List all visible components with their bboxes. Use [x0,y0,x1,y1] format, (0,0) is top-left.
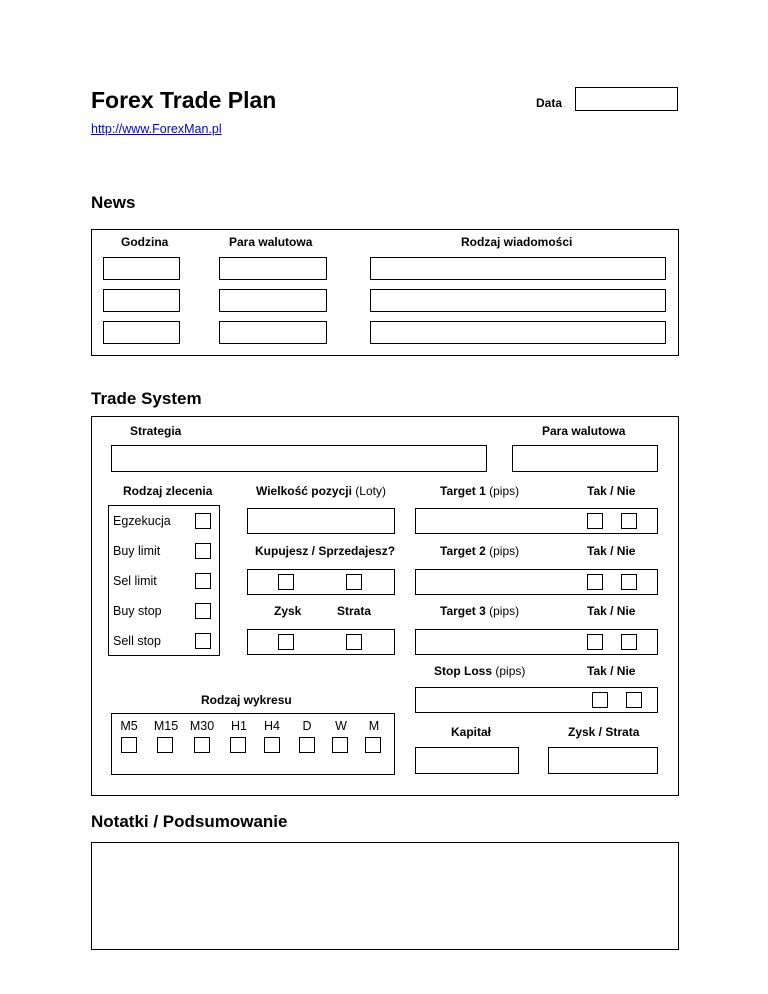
target1-label-text: Target 1 [440,484,486,498]
timeframe-h4-checkbox[interactable] [264,737,280,753]
timeframe-w-label: W [335,719,347,733]
target1-yes-no-label: Tak / Nie [587,484,636,498]
target2-label-text: Target 2 [440,544,486,558]
target2-label [440,544,519,558]
news-pair-field-3[interactable] [219,321,327,344]
chart-type-panel [111,713,395,775]
position-size-unit: (Loty) [355,484,386,498]
news-type-field-2[interactable] [370,289,666,312]
order-type-buy-stop-label: Buy stop [113,604,162,618]
news-pair-field-2[interactable] [219,289,327,312]
pnl-label: Zysk / Strata [568,725,640,739]
target1-no-checkbox[interactable] [621,513,637,529]
stop-loss-unit: (pips) [495,664,526,678]
notes-section-title: Notatki / Podsumowanie [91,812,288,831]
notes-field[interactable] [91,842,679,950]
order-type-buy-stop-checkbox[interactable] [195,603,211,619]
target3-field [415,629,658,655]
capital-field[interactable] [415,747,519,774]
timeframe-m-checkbox[interactable] [365,737,381,753]
target1-unit: (pips) [489,484,520,498]
position-size-label-text: Wielkość pozycji [256,484,352,498]
profit-checkbox[interactable] [278,634,294,650]
order-type-egzekucja-checkbox[interactable] [195,513,211,529]
pnl-field[interactable] [548,747,658,774]
buy-sell-panel [247,569,395,595]
loss-label: Strata [337,604,372,618]
trade-section-title: Trade System [91,389,202,408]
strategy-label: Strategia [130,424,182,438]
buy-checkbox[interactable] [278,574,294,590]
timeframe-d-label: D [302,719,312,733]
timeframe-d-checkbox[interactable] [299,737,315,753]
order-type-label: Rodzaj zlecenia [123,484,213,498]
stop-loss-yes-checkbox[interactable] [592,692,608,708]
order-type-sel-limit-label: Sel limit [113,574,157,588]
stop-loss-label-text: Stop Loss [434,664,493,678]
pair-label: Para walutowa [542,424,626,438]
page-title: Forex Trade Plan [91,87,277,113]
target1-field [415,508,658,534]
news-section-title: News [91,193,136,212]
pair-field[interactable] [512,445,658,472]
stop-loss-no-checkbox[interactable] [626,692,642,708]
news-pair-field-1[interactable] [219,257,327,280]
news-time-field-2[interactable] [103,289,180,312]
timeframe-m15-checkbox[interactable] [157,737,173,753]
news-time-field-3[interactable] [103,321,180,344]
news-col-time: Godzina [121,235,169,249]
news-panel [91,229,679,356]
target1-yes-checkbox[interactable] [587,513,603,529]
position-size-label [256,484,386,498]
timeframe-m-label: M [368,719,380,733]
target1-label [440,484,519,498]
timeframe-h1-checkbox[interactable] [230,737,246,753]
news-col-type: Rodzaj wiadomości [461,235,573,249]
target2-field [415,569,658,595]
timeframe-m5-label: M5 [120,719,138,733]
target2-yes-no-label: Tak / Nie [587,544,636,558]
loss-checkbox[interactable] [346,634,362,650]
timeframe-h4-label: H4 [264,719,280,733]
target3-no-checkbox[interactable] [621,634,637,650]
timeframe-m30-checkbox[interactable] [194,737,210,753]
chart-type-label: Rodzaj wykresu [201,693,292,707]
order-type-panel [108,505,220,656]
position-size-field[interactable] [247,508,395,534]
order-type-sell-stop-checkbox[interactable] [195,633,211,649]
target2-yes-checkbox[interactable] [587,574,603,590]
target3-yes-no-label: Tak / Nie [587,604,636,618]
buy-sell-label: Kupujesz / Sprzedajesz? [255,544,396,558]
stop-loss-label [434,664,525,678]
order-type-sel-limit-checkbox[interactable] [195,573,211,589]
order-type-buy-limit-checkbox[interactable] [195,543,211,559]
stop-loss-field [415,687,658,713]
target2-unit: (pips) [489,544,520,558]
target2-no-checkbox[interactable] [621,574,637,590]
profit-label: Zysk [274,604,302,618]
timeframe-m15-label: M15 [153,719,179,733]
stop-loss-yes-no-label: Tak / Nie [587,664,636,678]
date-label: Data [536,96,563,110]
date-field[interactable] [575,87,678,111]
strategy-field[interactable] [111,445,487,472]
timeframe-m30-label: M30 [189,719,215,733]
order-type-buy-limit-label: Buy limit [113,544,161,558]
profit-loss-panel [247,629,395,655]
sell-checkbox[interactable] [346,574,362,590]
target3-label [440,604,519,618]
timeframe-m5-checkbox[interactable] [121,737,137,753]
capital-label: Kapitał [451,725,492,739]
target3-label-text: Target 3 [440,604,486,618]
timeframe-h1-label: H1 [231,719,247,733]
timeframe-w-checkbox[interactable] [332,737,348,753]
news-type-field-1[interactable] [370,257,666,280]
news-col-pair: Para walutowa [229,235,313,249]
news-time-field-1[interactable] [103,257,180,280]
news-type-field-3[interactable] [370,321,666,344]
order-type-egzekucja-label: Egzekucja [113,514,171,528]
target3-yes-checkbox[interactable] [587,634,603,650]
trade-panel [91,416,679,796]
order-type-sell-stop-label: Sell stop [113,634,161,648]
target3-unit: (pips) [489,604,520,618]
website-link[interactable]: http://www.ForexMan.pl [91,122,222,136]
